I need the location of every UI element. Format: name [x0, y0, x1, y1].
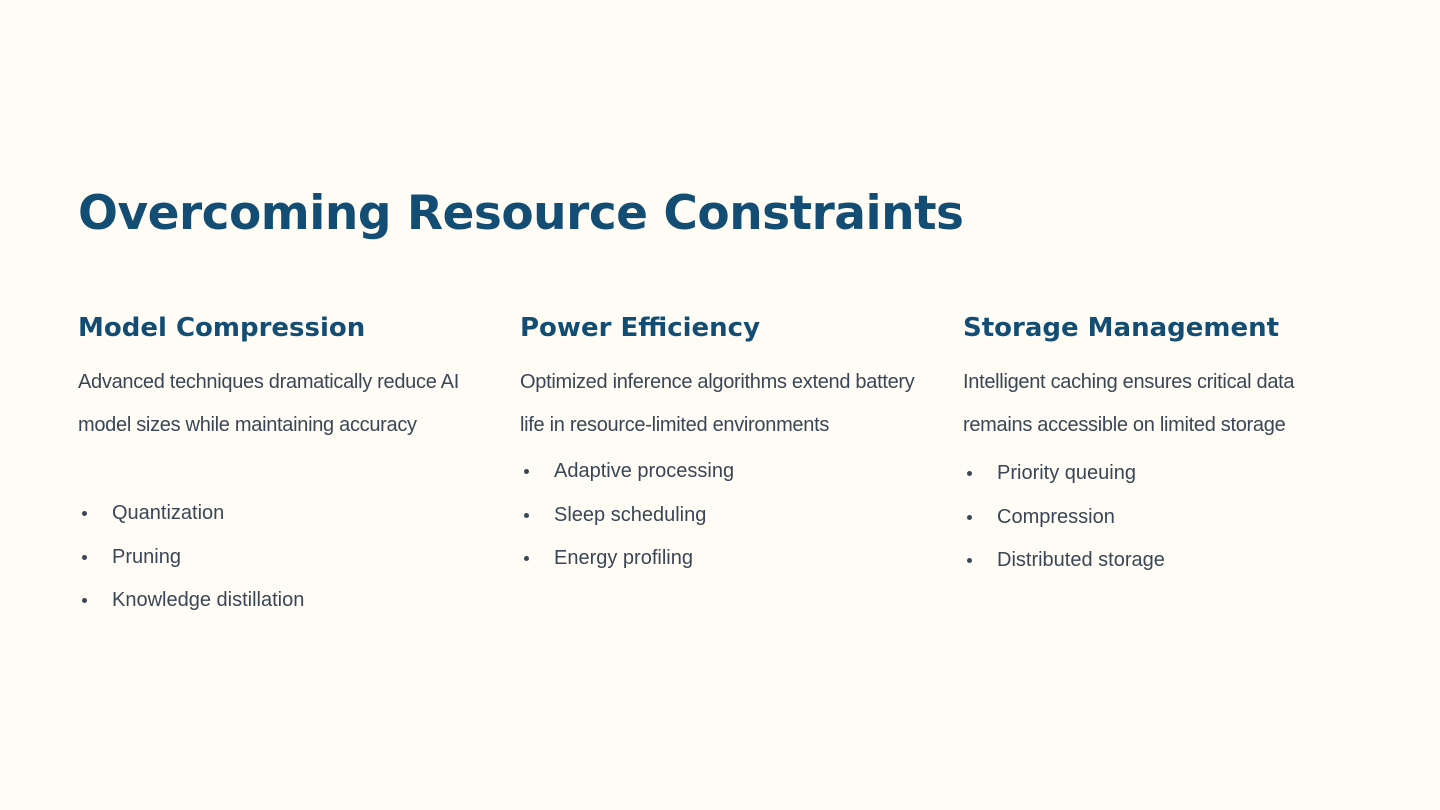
bullet-text: Adaptive processing — [554, 460, 735, 482]
column-model-compression — [78, 306, 478, 623]
bullet-item — [78, 536, 478, 580]
column-heading: Model Compression — [78, 313, 366, 343]
bullet-icon — [524, 513, 529, 518]
bullet-list — [520, 450, 920, 581]
bullet-item — [963, 539, 1363, 583]
bullet-item — [520, 450, 920, 494]
column-heading: Power Efficiency — [520, 313, 761, 343]
bullet-item — [78, 579, 478, 623]
bullet-icon — [82, 598, 87, 603]
bullet-text: Pruning — [112, 545, 181, 568]
column-heading: Storage Management — [963, 313, 1280, 343]
column-description: Optimized inference algorithms extend battery life in resource-limited environments — [520, 371, 915, 436]
bullet-icon — [967, 558, 972, 563]
bullet-list — [963, 452, 1363, 583]
column-description: Advanced techniques dramatically reduce AI model sizes while maintaining accuracy — [78, 371, 459, 436]
bullet-icon — [967, 515, 972, 520]
bullet-text: Knowledge distillation — [112, 589, 305, 611]
bullet-icon — [82, 511, 87, 516]
bullet-item — [963, 496, 1363, 540]
bullet-list — [78, 492, 478, 623]
bullet-text: Priority queuing — [997, 462, 1136, 484]
bullet-icon — [82, 555, 87, 560]
bullet-item — [963, 452, 1363, 496]
bullet-item — [78, 492, 478, 536]
bullet-item — [520, 537, 920, 581]
bullet-item — [520, 494, 920, 538]
bullet-icon — [524, 556, 529, 561]
column-description: Intelligent caching ensures critical data remains accessible on limited storage — [963, 371, 1295, 436]
column-power-efficiency — [520, 306, 920, 581]
bullet-text: Distributed storage — [997, 549, 1165, 571]
slide-title: Overcoming Resource Constraints — [78, 186, 964, 241]
bullet-text: Sleep scheduling — [554, 503, 707, 526]
column-storage-management — [963, 306, 1363, 583]
bullet-icon — [524, 469, 529, 474]
bullet-text: Energy profiling — [554, 547, 693, 569]
bullet-text: Compression — [997, 505, 1115, 528]
bullet-text: Quantization — [112, 502, 225, 524]
bullet-icon — [967, 471, 972, 476]
